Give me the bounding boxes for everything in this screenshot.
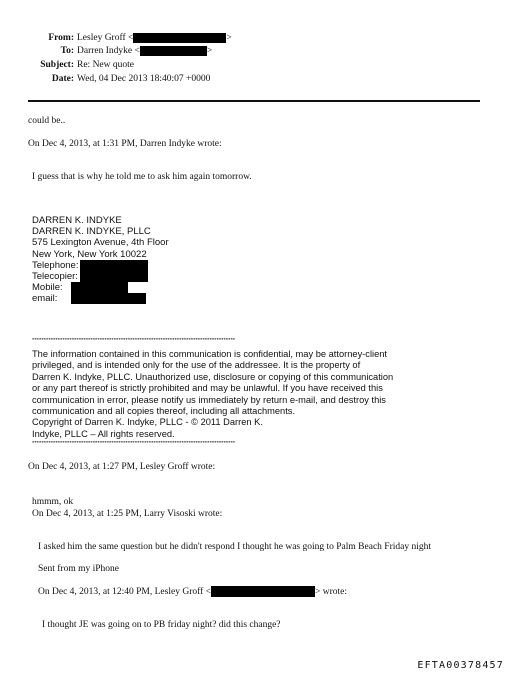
quote-header: On Dec 4, 2013, at 1:31 PM, Darren Indyke wrote: bbox=[28, 139, 222, 149]
from-label: From: bbox=[48, 33, 74, 43]
disclaimer-line: Indyke, PLLC – All rights reserved. bbox=[32, 428, 175, 439]
header-date-row bbox=[0, 74, 210, 84]
document-id: EFTA00378457 bbox=[417, 660, 504, 671]
to-label: To: bbox=[60, 46, 74, 56]
to-tail: > bbox=[206, 46, 213, 56]
signature-telephone bbox=[32, 260, 169, 271]
redaction-bar bbox=[140, 46, 207, 56]
signature-firm: DARREN K. INDYKE, PLLC bbox=[32, 226, 151, 238]
disclaimer-line: or any part thereof is strictly prohibited and may be unlawful. If you have received this bbox=[32, 383, 383, 394]
reply-text: could be.. bbox=[28, 116, 66, 126]
signature-email bbox=[32, 293, 169, 304]
header-from-row bbox=[0, 33, 232, 43]
from-value: Lesley Groff < bbox=[77, 33, 134, 43]
disclaimer-line: privileged, and is intended only for the use of the addressee. It is the property of bbox=[32, 360, 361, 371]
telecopier-label: Telecopier: bbox=[32, 270, 78, 282]
redaction-bar bbox=[80, 271, 148, 282]
signature-name: DARREN K. INDYKE bbox=[32, 215, 122, 226]
sent-from-text: Sent from my iPhone bbox=[38, 564, 120, 574]
redaction-bar bbox=[211, 586, 315, 597]
quote-text: I guess that is why he told me to ask him again tomorrow. bbox=[32, 172, 252, 182]
redaction-bar bbox=[133, 33, 226, 43]
disclaimer-line: communication and all copies thereof, including all attachments. bbox=[32, 406, 296, 417]
signature-mobile bbox=[32, 282, 169, 293]
redaction-bar bbox=[71, 293, 146, 304]
disclaimer-line: Darren K. Indyke, PLLC. Unauthorized use, disclosure or copying of this communication bbox=[32, 371, 394, 382]
redaction-bar bbox=[80, 260, 148, 271]
disclaimer-line: communication in error, please notify us immediately by return e-mail, and destroy this bbox=[32, 394, 386, 405]
subject-label: Subject: bbox=[40, 60, 74, 70]
confidentiality-disclaimer bbox=[32, 349, 432, 440]
quote-text: hmmm, ok bbox=[32, 497, 74, 507]
quote-header-prefix: On Dec 4, 2013, at 12:40 PM, Lesley Groff < bbox=[38, 586, 211, 597]
signature-address2: New York, New York 10022 bbox=[32, 248, 147, 260]
disclaimer-line: The information contained in this communication is confidential, may be attorney-client bbox=[32, 349, 388, 359]
signature-telecopier bbox=[32, 271, 169, 282]
date-label: Date: bbox=[51, 74, 74, 84]
disclaimer-separator-bottom: *************************************************************************************** bbox=[32, 441, 236, 447]
disclaimer-line: Copyright of Darren K. Indyke, PLLC - © 2011 Darren K. bbox=[32, 417, 263, 428]
redaction-bar bbox=[71, 282, 128, 293]
email-label: email: bbox=[32, 293, 58, 305]
header-to-row bbox=[0, 46, 212, 56]
quote-text: I asked him the same question but he didn't respond I thought he was going to Palm Beach Friday night bbox=[38, 542, 431, 552]
signature-address1: 575 Lexington Avenue, 4th Floor bbox=[32, 237, 169, 249]
telephone-label: Telephone: bbox=[32, 259, 79, 271]
quote-header: On Dec 4, 2013, at 1:27 PM, Lesley Groff wrote: bbox=[28, 462, 216, 472]
from-tail: > bbox=[226, 33, 232, 43]
header-subject-row bbox=[0, 60, 134, 70]
header-divider bbox=[28, 100, 480, 102]
mobile-label: Mobile: bbox=[32, 282, 63, 294]
disclaimer-separator-top: *************************************************************************************** bbox=[32, 338, 236, 344]
to-value: Darren Indyke < bbox=[77, 46, 140, 56]
quote-header bbox=[38, 586, 347, 597]
subject-value: Re: New quote bbox=[77, 60, 134, 70]
quote-header-suffix: > wrote: bbox=[315, 586, 348, 597]
quote-text: I thought JE was going on to PB friday night? did this change? bbox=[42, 620, 281, 630]
date-value: Wed, 04 Dec 2013 18:40:07 +0000 bbox=[77, 74, 211, 84]
quote-header: On Dec 4, 2013, at 1:25 PM, Larry Visoski wrote: bbox=[32, 509, 223, 519]
signature-block bbox=[32, 215, 169, 305]
